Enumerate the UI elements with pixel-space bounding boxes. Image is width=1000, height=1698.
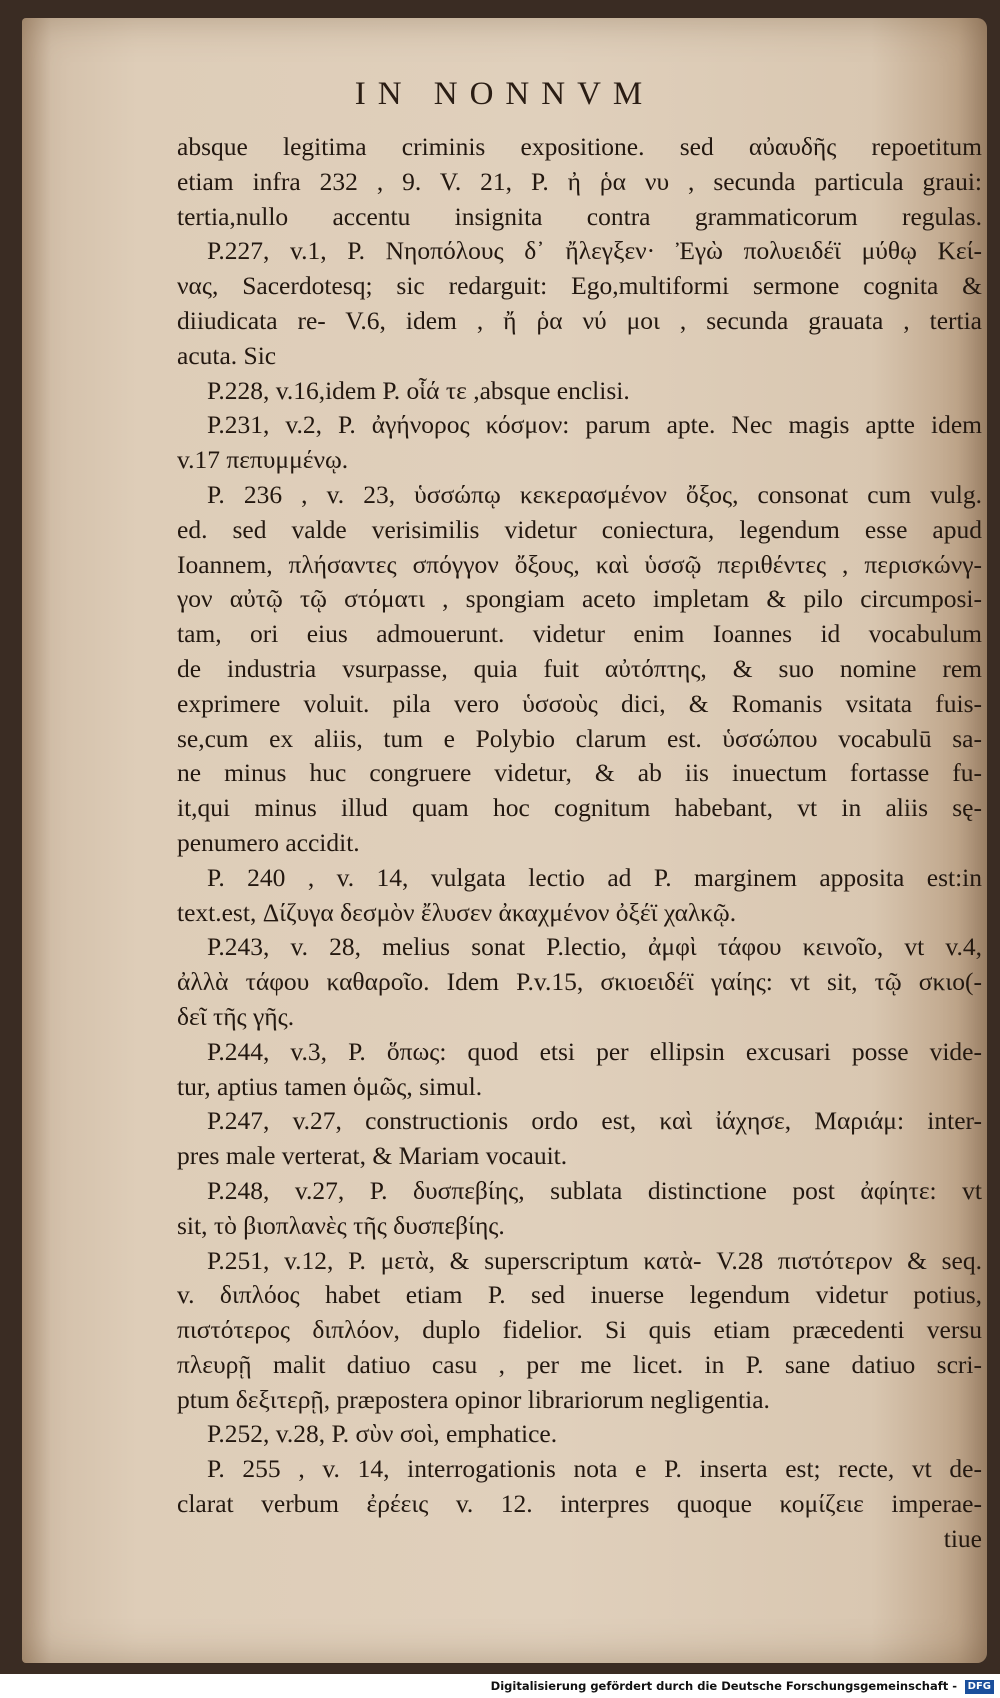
catchword: tiue (943, 1523, 982, 1553)
text-line: νας, Sacerdotesq; sic redarguit: Ego,multiformi sermone cognita & (177, 271, 982, 301)
text-line: exprimere voluit. pila vero ὑσσοὺς dici, & Romanis vsitata fuis- (177, 688, 982, 718)
text-line: P. 240 , v. 14, vulgata lectio ad P. marginem apposita est:in (207, 862, 982, 892)
digitization-footer (0, 1674, 1000, 1698)
text-line: acuta. Sic (177, 340, 277, 370)
text-line: πλευρῇ malit datiuo casu , per me licet. in P. sane datiuo scri- (177, 1349, 982, 1379)
text-line: penumero accidit. (177, 827, 360, 857)
text-line: P.244, v.3, P. ὅπως: quod etsi per ellipsin excusari posse vide- (207, 1036, 982, 1066)
text-line: ne minus huc congruere videtur, & ab iis inuectum fortasse fu- (177, 758, 982, 788)
text-line: clarat verbum ἐρέεις v. 12. interpres quoque κομίζειε imperae- (177, 1489, 982, 1519)
text-line: v.17 πεπυμμένῳ. (177, 445, 349, 475)
text-line: de industria vsurpasse, quia fuit αὐτόπτης, & suo nomine rem (177, 653, 982, 683)
funding-credit: Digitalisierung gefördert durch die Deutsche Forschungsgemeinschaft - (490, 1679, 957, 1693)
text-line: γον αὐτῷ τῷ στόματι , spongiam aceto impletam & pilo circumposi- (177, 584, 982, 614)
text-line: P.227, v.1, P. Νηοπόλους δ᾽ ἤλεγξεν· Ἐγὼ πολυειδέϊ μύθῳ Κεί- (207, 236, 982, 266)
text-line: P. 255 , v. 14, interrogationis nota e P. inserta est; recte, vt de- (207, 1454, 982, 1484)
running-header: IN NONNVM (354, 76, 655, 112)
text-line: text.est, Δίζυγα δεσμὸν ἔλυσεν ἀκαχμένον ὀξέϊ χαλκῷ. (177, 897, 737, 927)
text-line: P.252, v.28, P. σὺν σοὶ, emphatice. (207, 1419, 558, 1449)
text-line: tertia,nullo accentu insignita contra grammaticorum regulas. (177, 201, 982, 231)
text-line: ed. sed valde verisimilis videtur coniectura, legendum esse apud (177, 514, 982, 544)
text-line: P.228, v.16,idem P. οἷά τε ,absque enclisi. (207, 375, 630, 405)
text-line: diiudicata re- V.6, idem , ἤ ῥα νύ μοι , secunda grauata , tertia (177, 305, 982, 335)
text-line: it,qui minus illud quam hoc cognitum habebant, vt in aliis sę- (177, 793, 982, 823)
dfg-logo: DFG (965, 1680, 994, 1694)
text-line: P.251, v.12, P. μετὰ, & superscriptum κατὰ- V.28 πιστότερον & seq. (207, 1245, 982, 1275)
text-line: tur, aptius tamen ὁμῶς, simul. (177, 1071, 483, 1101)
text-line: P. 236 , v. 23, ὑσσώπῳ κεκερασμένον ὄξος, consonat cum vulg. (207, 479, 982, 509)
text-line: sit, τὸ βιοπλανὲς τῆς δυσπεβίης. (177, 1210, 505, 1240)
text-line: ἀλλὰ τάφου καθαροῖο. Idem P.v.15, σκιοειδέϊ γαίης: vt sit, τῷ σκιο(- (177, 967, 982, 997)
text-line: Ioannem, πλήσαντες σπόγγον ὄξους, καὶ ὑσσῷ περιθέντες , περισκώνγ- (177, 549, 982, 579)
text-line: pres male verterat, & Mariam vocauit. (177, 1141, 568, 1171)
text-line: P.247, v.27, constructionis ordo est, καὶ ἰάχησε, Μαριάμ: inter- (207, 1106, 982, 1136)
text-line: v. διπλόος habet etiam P. sed inuerse legendum videtur potius, (177, 1280, 982, 1310)
text-line: etiam infra 232 , 9. V. 21, P. ἠ ῥα νυ , secunda particula graui: (177, 166, 982, 196)
text-line: P.248, v.27, P. δυσπεβίης, sublata distinctione post ἀφίητε: vt (207, 1175, 982, 1205)
text-line: πιστότερος διπλόον, duplo fidelior. Si quis etiam præcedenti versu (177, 1315, 982, 1345)
page-text (177, 130, 982, 1557)
text-line: δεῖ τῆς γῆς. (177, 1001, 295, 1031)
text-line: P.231, v.2, P. ἀγήνορος κόσμον: parum apte. Nec magis aptte idem (207, 410, 982, 440)
text-line: ptum δεξιτερῇ, præpostera opinor librariorum negligentia. (177, 1384, 770, 1414)
text-line: P.243, v. 28, melius sonat P.lectio, ἀμφὶ τάφου κεινοῖο, vt v.4, (207, 932, 982, 962)
text-line: se,cum ex aliis, tum e Polybio clarum est. ὑσσώπου vocabulū sa- (177, 723, 982, 753)
text-line: absque legitima criminis expositione. sed αὐαυδῆς repoetitum (177, 132, 982, 161)
text-line: tam, ori eius admouerunt. videtur enim Ioannes id vocabulum (177, 619, 982, 649)
book-page (22, 18, 987, 1663)
